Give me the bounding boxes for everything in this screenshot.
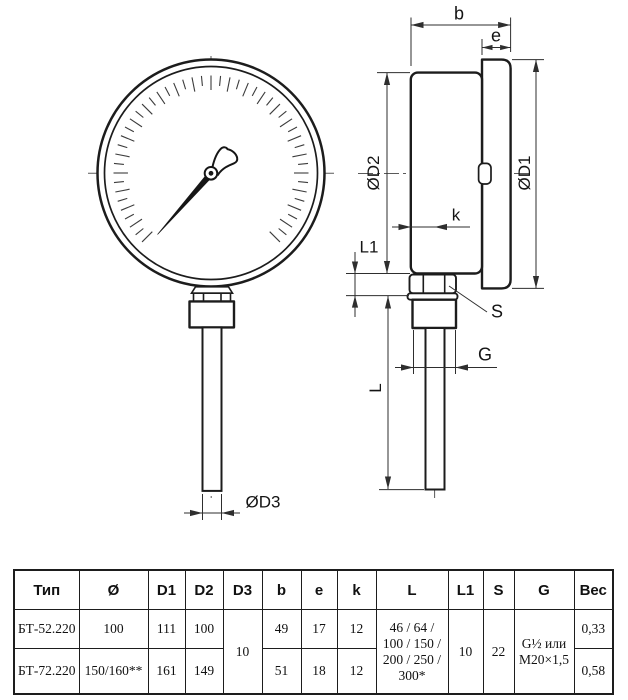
cell-b: 49 — [262, 610, 301, 649]
cell-weight: 0,33 — [574, 610, 613, 649]
dim-d3 — [184, 493, 280, 521]
label-l1: L1 — [359, 237, 379, 257]
cell-d1: 161 — [148, 649, 185, 695]
cell-l-merged: 46 / 64 / 100 / 150 / 200 / 250 / 300* — [376, 610, 448, 695]
side-view — [346, 4, 544, 499]
header-s: S — [483, 570, 514, 610]
table-header-row — [14, 570, 613, 610]
cell-type: БТ-72.220 — [14, 649, 79, 695]
cell-g-merged: G½ или М20×1,5 — [514, 610, 574, 695]
header-type: Тип — [14, 570, 79, 610]
label-b: b — [453, 3, 465, 24]
label-d1: ØD1 — [515, 155, 534, 191]
cell-s-merged: 22 — [483, 610, 514, 695]
header-l: L — [376, 570, 448, 610]
side-case — [411, 73, 482, 274]
label-g: G — [477, 344, 493, 365]
header-k: k — [337, 570, 376, 610]
label-d2: ØD2 — [364, 155, 383, 191]
cell-k: 12 — [337, 649, 376, 695]
label-l: L — [366, 383, 385, 393]
side-case-tab — [479, 163, 491, 184]
cell-d2: 100 — [185, 610, 223, 649]
cell-d2: 149 — [185, 649, 223, 695]
dim-d1 — [512, 60, 544, 289]
cell-e: 17 — [301, 610, 337, 649]
cell-e: 18 — [301, 649, 337, 695]
cell-diameter: 100 — [79, 610, 148, 649]
cell-type: БТ-52.220 — [14, 610, 79, 649]
header-b: b — [262, 570, 301, 610]
cell-weight: 0,58 — [574, 649, 613, 695]
dim-g — [395, 330, 497, 374]
cell-k: 12 — [337, 610, 376, 649]
header-d2: D2 — [185, 570, 223, 610]
cell-b: 51 — [262, 649, 301, 695]
dim-l1 — [346, 238, 409, 318]
label-k: k — [451, 205, 461, 225]
needle-hub-pin — [209, 171, 214, 176]
side-hex-nut — [410, 275, 457, 294]
front-connector-block — [190, 301, 235, 327]
front-stem — [203, 327, 222, 491]
header-g: G — [514, 570, 574, 610]
table-row — [14, 610, 613, 649]
label-d3: ØD3 — [245, 492, 281, 512]
side-stem — [426, 328, 445, 490]
header-d1: D1 — [148, 570, 185, 610]
cell-d3-merged: 10 — [223, 610, 262, 695]
cell-diameter: 150/160** — [79, 649, 148, 695]
cell-d1: 111 — [148, 610, 185, 649]
front-neck-flange — [192, 287, 233, 293]
label-e: e — [490, 25, 502, 46]
header-l1: L1 — [448, 570, 483, 610]
cell-l1-merged: 10 — [448, 610, 483, 695]
header-d3: D3 — [223, 570, 262, 610]
label-s: S — [490, 301, 504, 322]
header-weight: Вес — [574, 570, 613, 610]
front-hex-nut — [194, 293, 231, 301]
dimension-table — [13, 569, 614, 695]
front-view — [88, 56, 334, 520]
header-e: e — [301, 570, 337, 610]
side-connector-block — [413, 300, 457, 328]
dim-e — [482, 26, 511, 56]
header-diameter: Ø — [79, 570, 148, 610]
